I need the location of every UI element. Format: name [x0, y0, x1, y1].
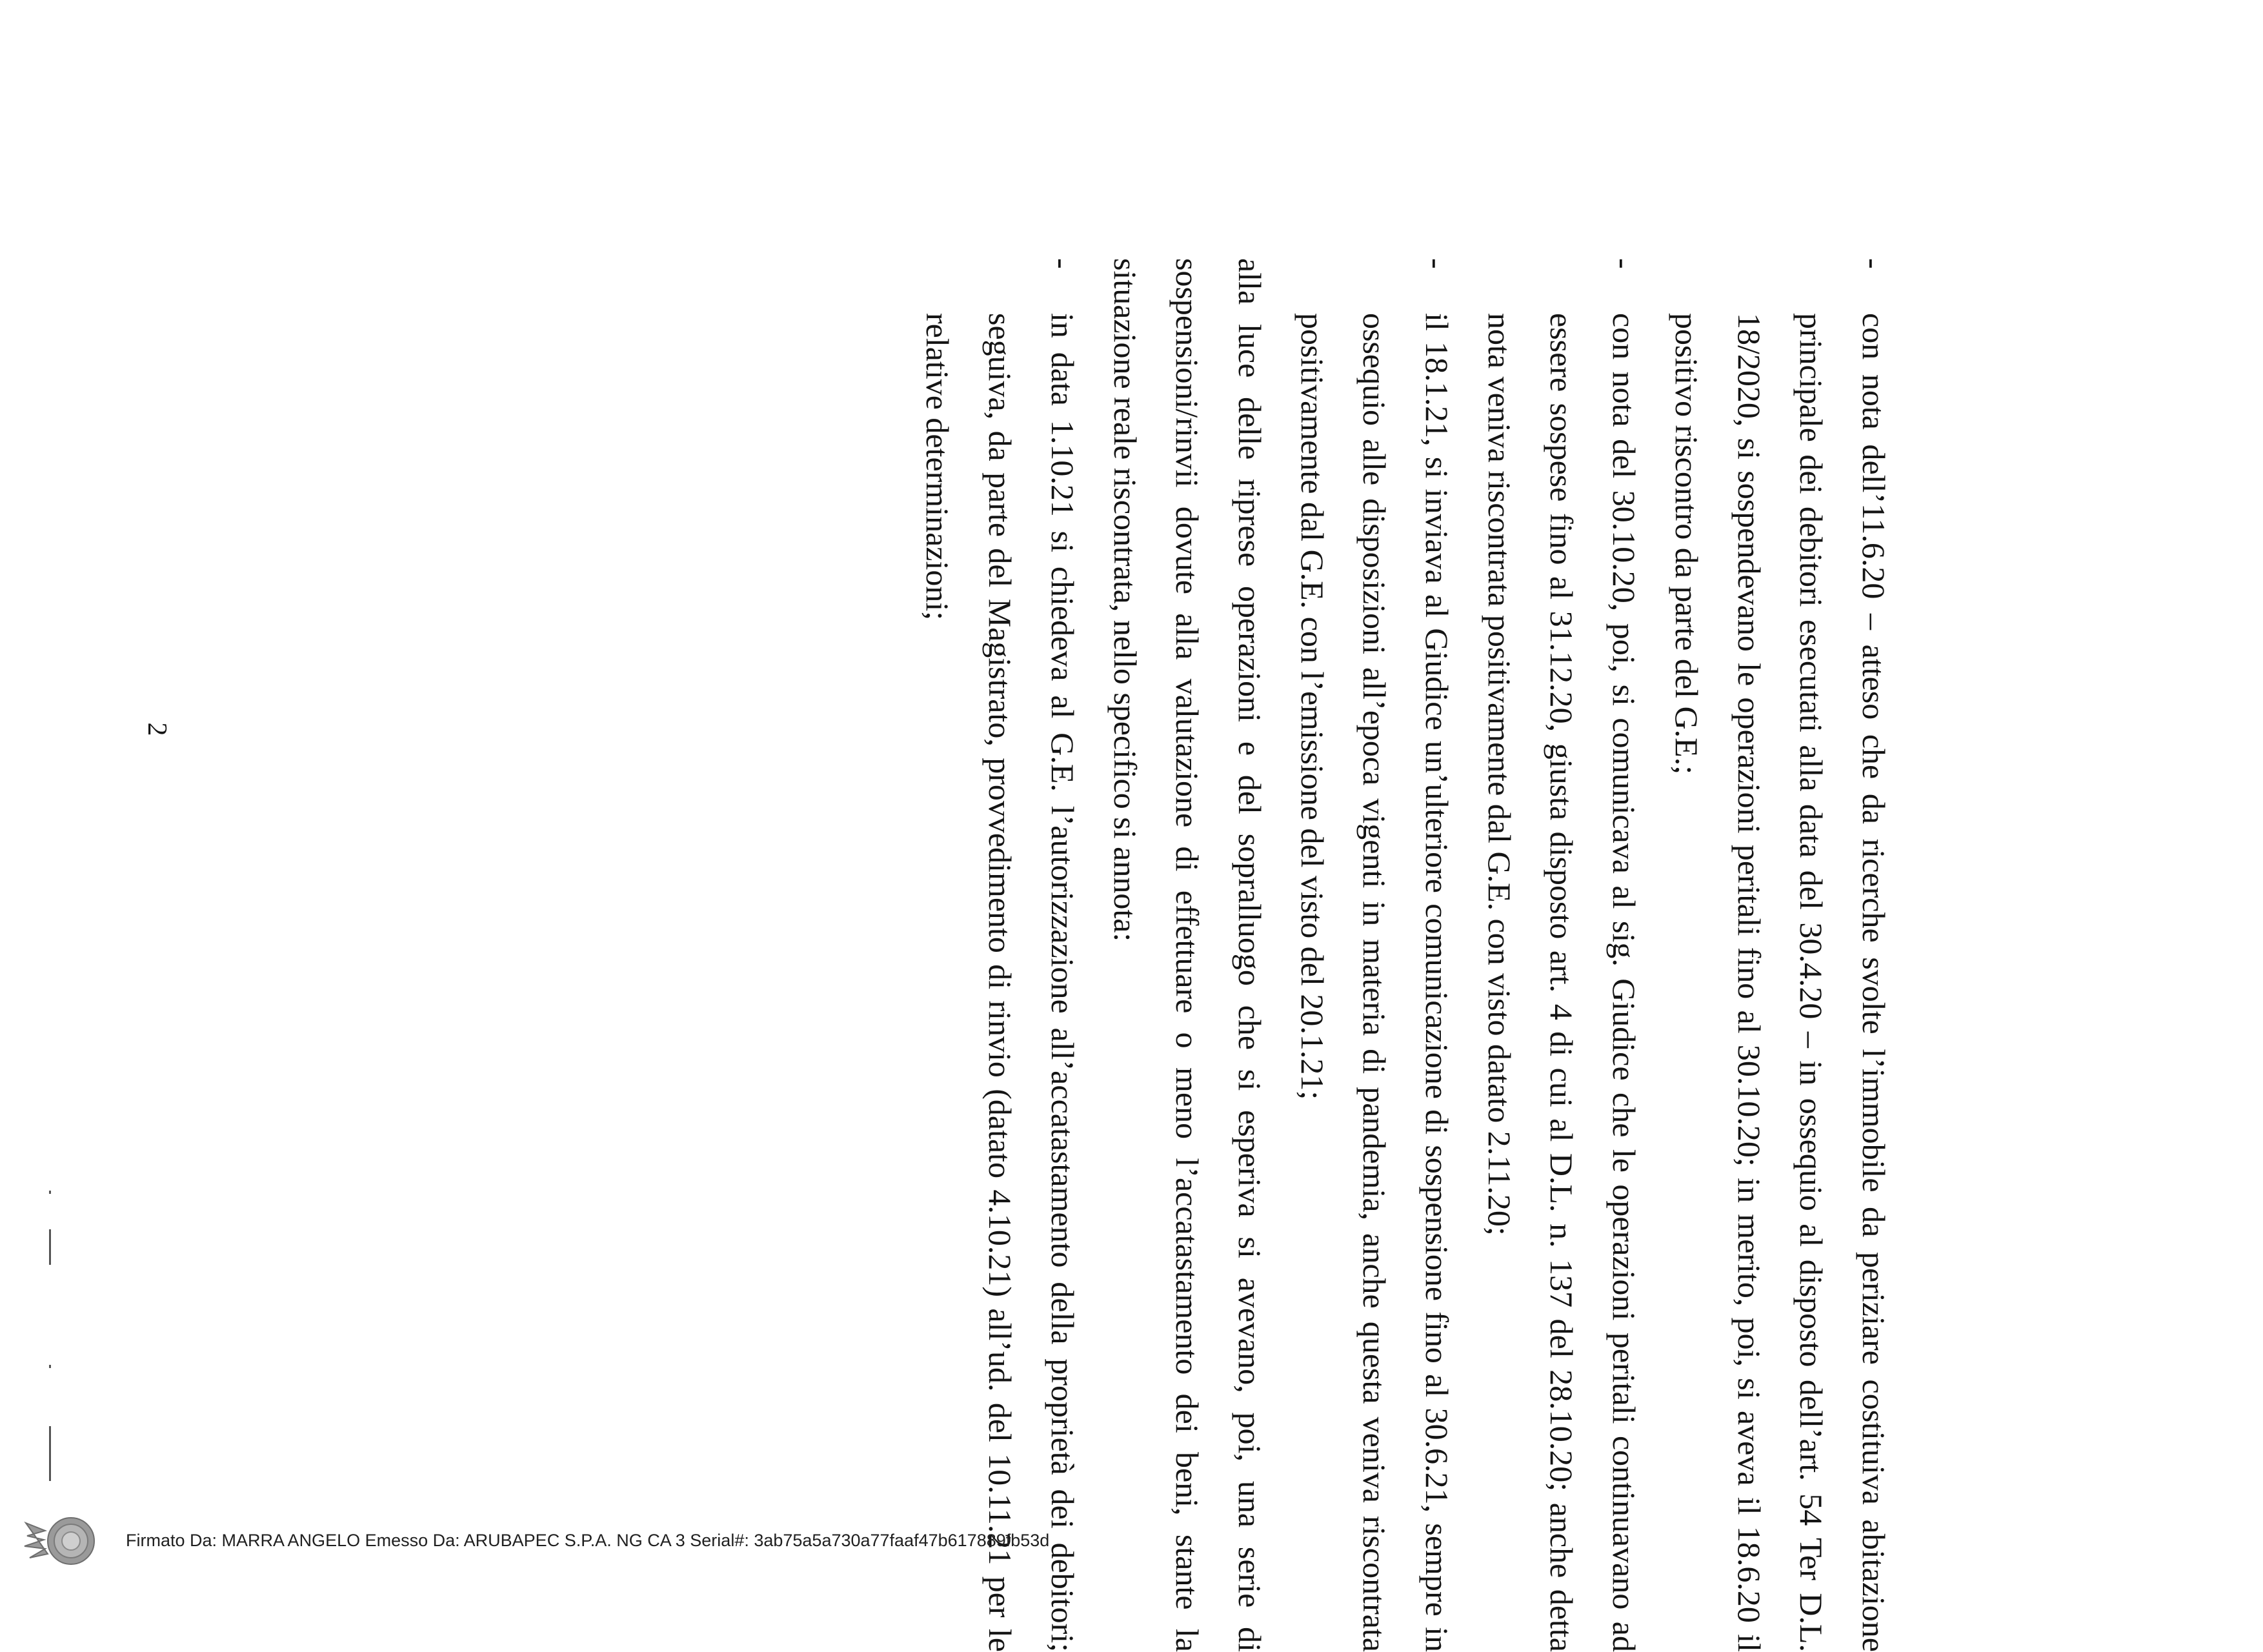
signature-footer	[0, 1484, 2263, 1600]
scan-artifact-line	[49, 1229, 51, 1265]
list-item-text: con nota dell’11.6.20 – atteso che da ricerche svolte l’immobile da periziare costituiva abitazione principale dei debitori esecutati alla data del 30.4.20 – in ossequio al disposto dell’art. 54 Ter D.L. 18/2020, si sospendevano le operazioni peritali fino al 30.10.20; in merito, poi, si aveva il 18.6.20 il positivo riscontro da parte del G.E.;	[1668, 313, 1892, 1652]
list-item	[1468, 258, 1655, 1652]
page-number: 2	[142, 722, 172, 736]
bullet-dash: -	[1606, 258, 1643, 269]
list-item	[907, 258, 1094, 1652]
list-item-text: con nota del 30.10.20, poi, si comunicava al sig. Giudice che le operazioni peritali continuavano ad essere sospese fino al 31.12.20, giusta disposto art. 4 di cui al D.L. n. 137 del 28.10.20; anche detta nota veniva riscontrata positivamente dal G.E. con visto datato 2.11.20;	[1481, 313, 1643, 1652]
digital-signature-text: Firmato Da: MARRA ANGELO Emesso Da: ARUBAPEC S.P.A. NG CA 3 Serial#: 3ab75a5a730a77faaf47b617889fb53d	[126, 1531, 1050, 1550]
seal-icon	[19, 1504, 103, 1575]
bullet-dash: -	[1856, 258, 1892, 269]
bullet-dash: -	[1044, 258, 1081, 269]
bullet-dash: -	[1419, 258, 1456, 269]
list-item	[1281, 258, 1468, 1652]
scan-artifact-line	[49, 1426, 51, 1481]
scan-artifact-dot	[49, 1191, 51, 1194]
scan-artifact-dot	[49, 1365, 51, 1368]
list-item	[1655, 258, 1905, 1652]
list-item-text: il 18.1.21, si inviava al Giudice un’ulteriore comunicazione di sospensione fino al 30.6.21, sempre in ossequio alle disposizioni all’epoca vigenti in materia di pandemia, anche questa veniva riscontrata positivamente dal G.E. con l’emissione del visto del 20.1.21;	[1294, 313, 1456, 1652]
document-text	[907, 258, 1905, 1652]
body-paragraph: alla luce delle riprese operazioni e del sopralluogo che si esperiva si avevano, poi, una serie di sospensioni/rinvii dovute alla valutazione di effettuare o meno l’accatastamento dei beni, stante la situazione reale riscontrata, nello specifico si annota:	[1107, 258, 1268, 1652]
list-item-text: in data 1.10.21 si chiedeva al G.E. l’autorizzazione all’accatastamento della proprietà dei debitori; seguiva, da parte del Magistrato, provvedimento di rinvio (datato 4.10.21) all’ud. del 10.11.21 per le relative determinazioni;	[920, 313, 1081, 1652]
